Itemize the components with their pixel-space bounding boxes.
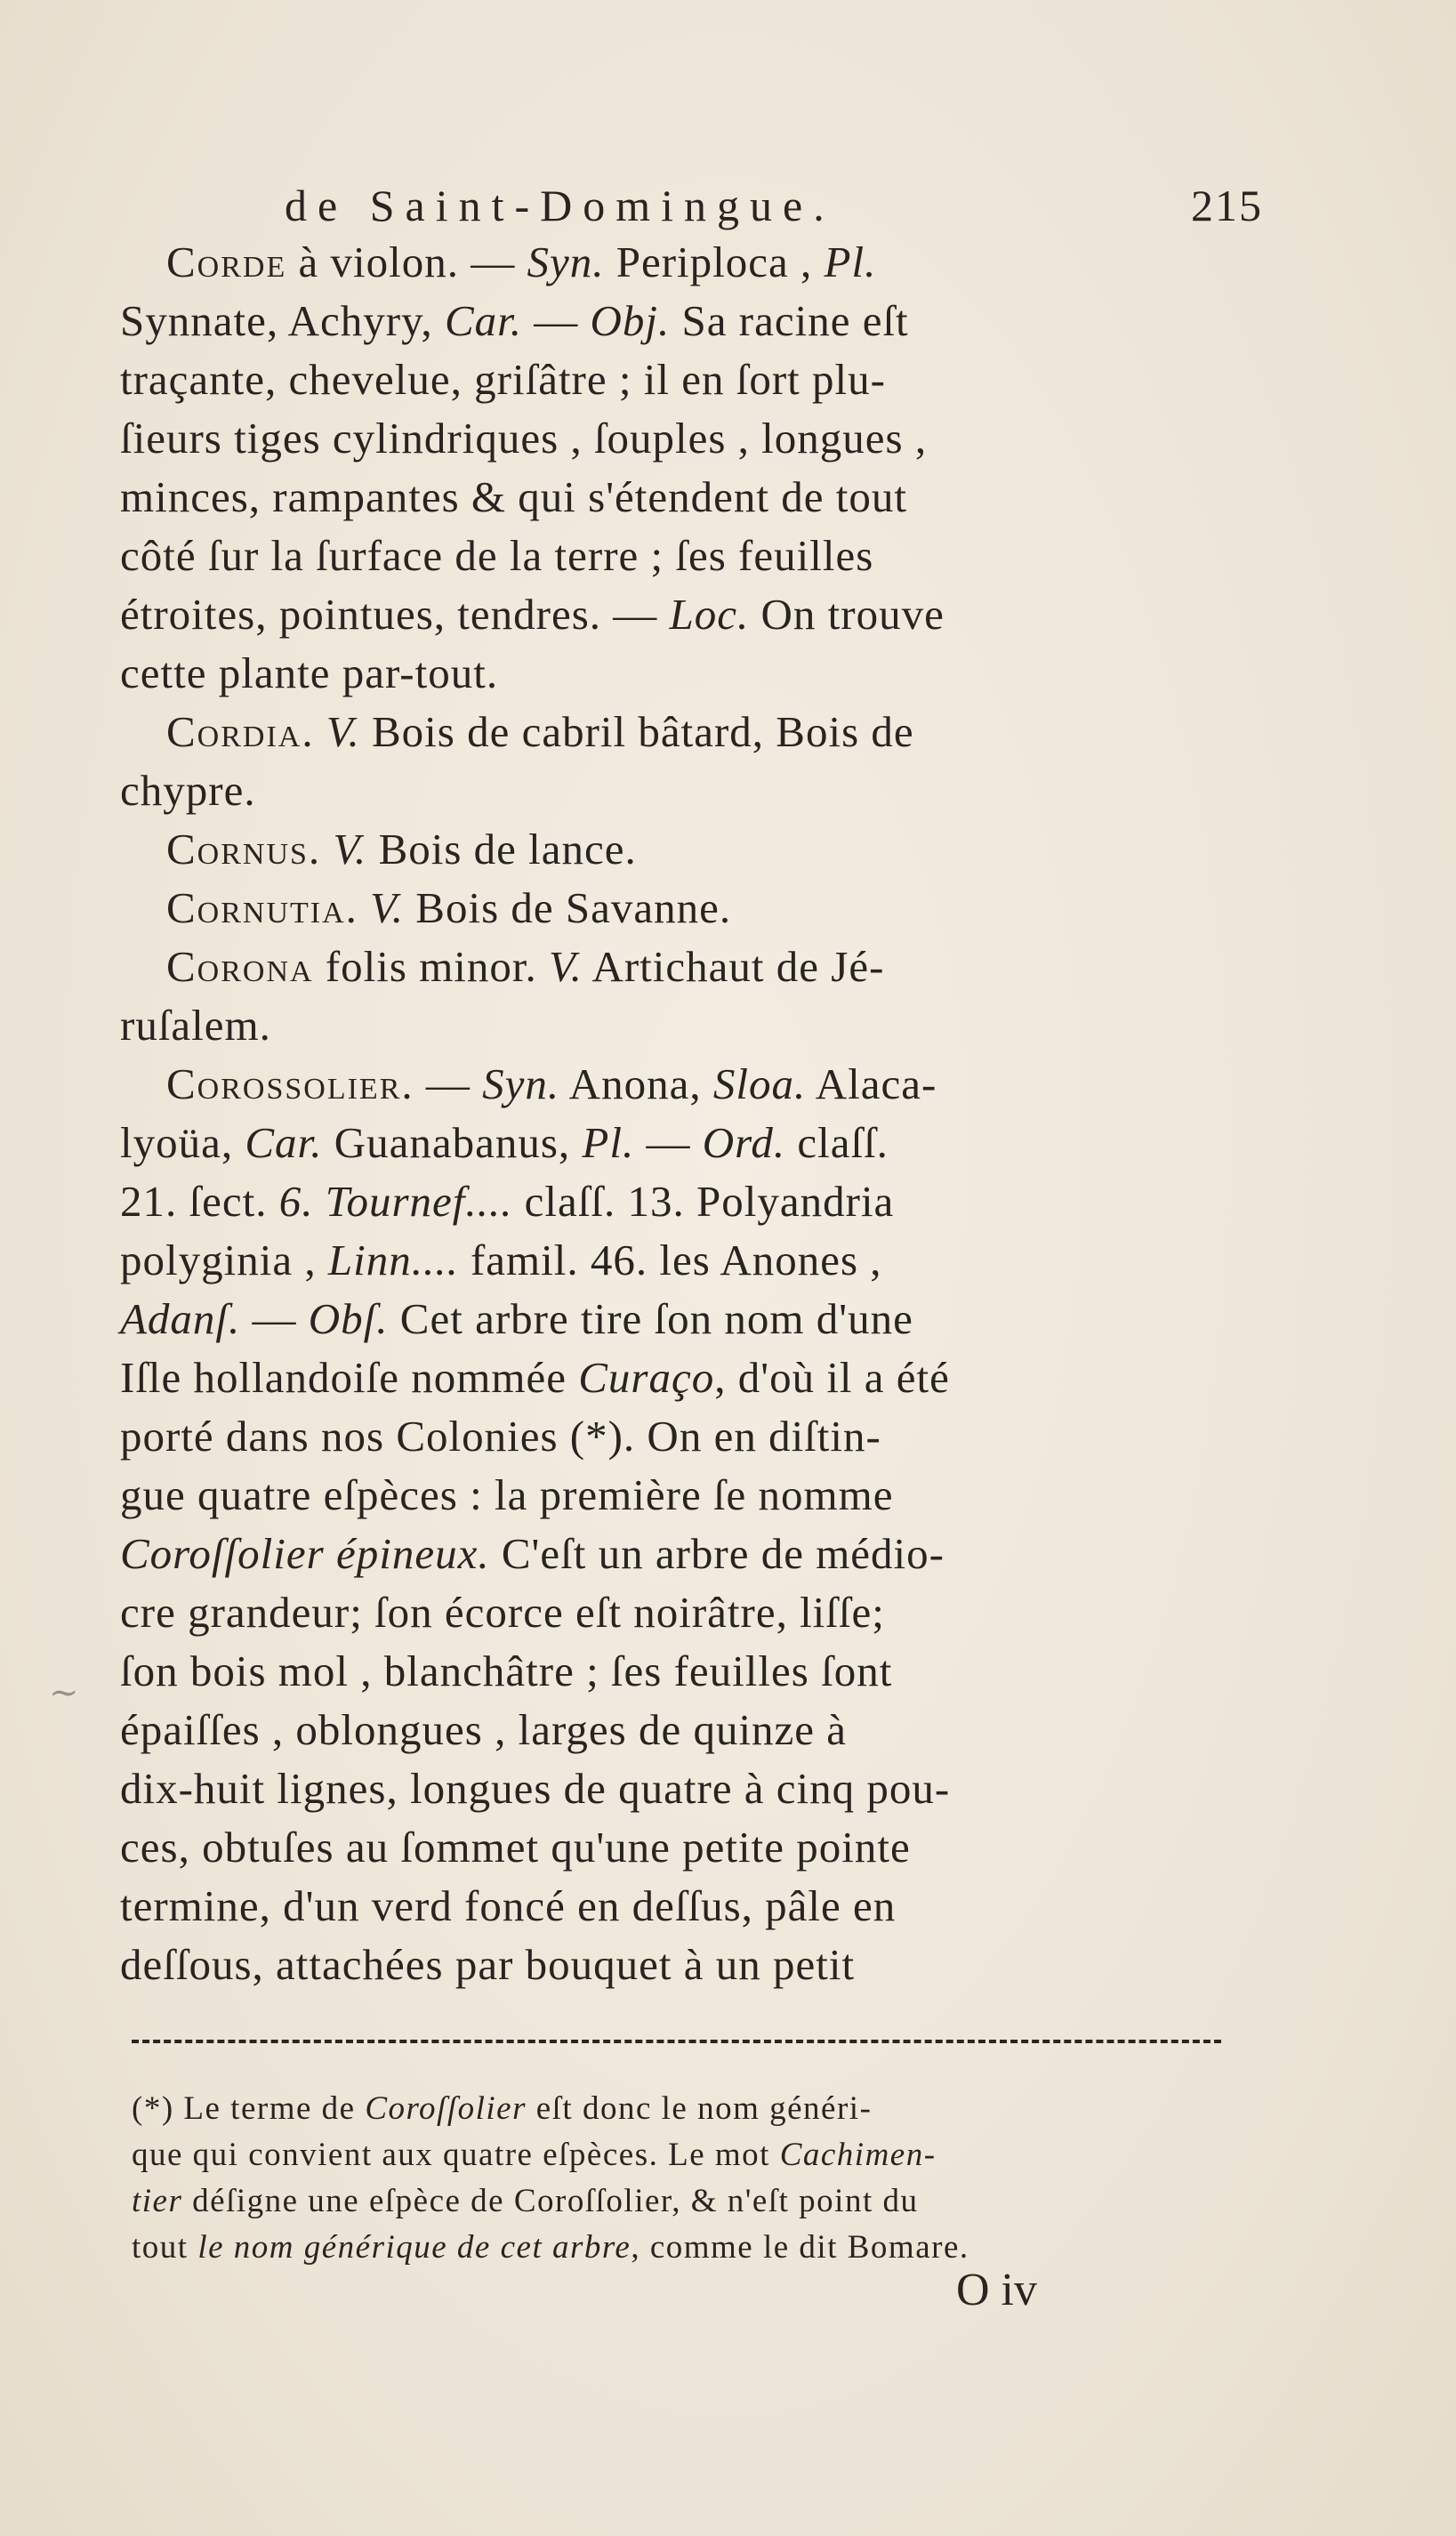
text-run: côté ſur la ſurface de la terre ; ſes feuilles [120, 531, 874, 580]
text-line [120, 233, 1219, 292]
entry-headword: Cordia. [166, 707, 315, 756]
italic-run: Syn. [527, 237, 605, 286]
italic-run: Linn.... [327, 1236, 459, 1284]
text-run: Bois de lance. [366, 825, 637, 874]
text-run: , comme le dit Bomare. [631, 2229, 969, 2266]
text-line [120, 585, 1219, 644]
text-line [120, 292, 1219, 350]
text-line [120, 879, 1219, 938]
text-run: traçante, chevelue, griſâtre ; il en ſort plu- [120, 355, 886, 404]
text-line [120, 1877, 1219, 1936]
italic-run: Ord. [702, 1118, 786, 1167]
text-line [120, 1701, 1219, 1759]
text-run: chypre. [120, 766, 256, 815]
text-run [321, 825, 333, 874]
text-run: Alaca- [806, 1059, 937, 1108]
text-run: claſſ. 13. Polyandria [512, 1177, 895, 1226]
text-run: termine, d'un verd foncé en deſſus, pâle en [120, 1881, 897, 1930]
text-run: ſon bois mol , blanchâtre ; ſes feuilles ſont [120, 1646, 893, 1695]
page-number: 215 [1191, 181, 1263, 230]
text-line [120, 1055, 1219, 1114]
text-run: étroites, pointues, tendres. — [120, 590, 670, 639]
text-line [120, 1936, 1219, 1994]
text-run [358, 883, 370, 932]
entry-headword: Corossolier. [166, 1059, 414, 1108]
text-run: On trouve [749, 590, 945, 639]
italic-run: Coroſſolier épineux. [120, 1529, 490, 1578]
signature-mark: O iv [956, 2265, 1037, 2315]
text-run: Artichaut de Jé- [582, 942, 885, 991]
text-run: Guanabanus, [322, 1118, 583, 1167]
text-run: Bois de Savanne. [404, 883, 732, 932]
italic-run: le nom générique de cet arbre [197, 2229, 631, 2266]
italic-run: Syn. [482, 1059, 560, 1108]
italic-run: Cachimen- [779, 2137, 937, 2173]
italic-run: Coroſſolier [365, 2090, 527, 2127]
text-run: (*) Le terme de [132, 2090, 366, 2127]
footnote-line [132, 2178, 1226, 2225]
text-run: que qui convient aux quatre eſpèces. Le mot [132, 2137, 780, 2173]
text-run: cre grandeur; ſon écorce eſt noirâtre, liſſe; [120, 1588, 885, 1637]
footnote-line [132, 2086, 1226, 2132]
text-run: déſigne une eſpèce de Coroſſolier, & n'eſt point du [182, 2183, 919, 2219]
footnote-line [132, 2225, 1226, 2271]
text-run: ruſalem. [120, 1001, 271, 1050]
text-run: ſieurs tiges cylindriques , ſouples , longues , [120, 414, 928, 463]
text-run [315, 707, 326, 756]
text-line [120, 1114, 1219, 1172]
text-run: tout [132, 2229, 198, 2266]
text-line [120, 938, 1219, 996]
text-line [120, 468, 1219, 527]
text-run: C'eſt un arbre de médio- [489, 1529, 945, 1578]
entry-headword: Cornus. [166, 825, 322, 874]
text-run: eſt donc le nom généri- [526, 2090, 873, 2127]
running-title: de Saint-Domingue. [285, 181, 835, 230]
text-line [120, 1231, 1219, 1290]
entry-headword: Cornutia. [166, 883, 358, 932]
entry-headword: Corona [166, 942, 314, 991]
text-run: Anona, [559, 1059, 713, 1108]
italic-run: V. [549, 942, 583, 991]
text-run: gue quatre eſpèces : la première ſe nomme [120, 1470, 894, 1519]
text-run: Sa racine eſt [670, 296, 909, 345]
italic-run: V. [326, 707, 360, 756]
italic-run: 6. Tournef.... [278, 1177, 513, 1226]
italic-run: Curaço [578, 1353, 715, 1402]
text-run: minces, rampantes & qui s'étendent de tout [120, 472, 907, 521]
main-text [120, 233, 1219, 1994]
text-line [120, 761, 1219, 820]
text-line [120, 409, 1219, 468]
text-line [120, 1642, 1219, 1701]
text-line [120, 1407, 1219, 1466]
italic-run: V. [370, 883, 405, 932]
text-run: cette plante par-tout. [120, 648, 499, 697]
italic-run: Car. [444, 296, 523, 345]
text-run: 21. ſect. [120, 1177, 279, 1226]
text-run: — [522, 296, 591, 345]
text-run: Periploca , [604, 237, 825, 286]
text-line [120, 1349, 1219, 1407]
italic-run: Car. [245, 1118, 323, 1167]
text-run: Cet arbre tire ſon nom d'une [388, 1294, 913, 1343]
italic-run: Sloa. [712, 1059, 807, 1108]
text-run: Iſle hollandoiſe nommée [120, 1353, 579, 1402]
text-line [120, 703, 1219, 761]
text-run: — [414, 1059, 483, 1108]
text-run: porté dans nos Colonies (*). On en diſtin- [120, 1412, 881, 1461]
text-line [120, 1172, 1219, 1231]
text-line [120, 1525, 1219, 1583]
text-line [120, 1583, 1219, 1642]
footnote [132, 2086, 1226, 2271]
running-header [178, 180, 1263, 233]
text-line [120, 350, 1219, 409]
text-line [120, 1290, 1219, 1349]
italic-run: Obj. [590, 296, 671, 345]
text-line [120, 1818, 1219, 1877]
text-run: claſſ. [785, 1118, 889, 1167]
text-line [120, 820, 1219, 879]
text-run: deſſous, attachées par bouquet à un petit [120, 1940, 856, 1989]
footnote-rule [132, 2040, 1221, 2043]
text-line [120, 1466, 1219, 1525]
text-run: polyginia , [120, 1236, 328, 1284]
text-run: folis minor. [313, 942, 550, 991]
text-run: épaiſſes , oblongues , larges de quinze à [120, 1705, 848, 1754]
italic-run: V. [333, 825, 367, 874]
text-run: Bois de cabril bâtard, Bois de [359, 707, 914, 756]
text-run: ces, obtuſes au ſommet qu'une petite pointe [120, 1823, 911, 1872]
text-run: dix-huit lignes, longues de quatre à cinq pou- [120, 1764, 951, 1813]
italic-run: Obſ. [308, 1294, 389, 1343]
text-run: lyoüa, [120, 1118, 245, 1167]
italic-run: Loc. [669, 590, 750, 639]
italic-run: Pl. [582, 1118, 635, 1167]
text-line [120, 1759, 1219, 1818]
footnote-line [132, 2132, 1226, 2178]
text-run: — [634, 1118, 703, 1167]
text-run: à violon. — [286, 237, 527, 286]
margin-mark: ~ [49, 1672, 79, 1713]
text-run: , d'où il a été [714, 1353, 950, 1402]
italic-run: Pl. [824, 237, 877, 286]
text-run: — [240, 1294, 309, 1343]
text-line [120, 527, 1219, 585]
text-run: famil. 46. les Anones , [458, 1236, 882, 1284]
italic-run: Adanſ. [120, 1294, 241, 1343]
entry-headword: Corde [166, 237, 287, 286]
text-run: Synnate, Achyry, [120, 296, 445, 345]
text-line [120, 996, 1219, 1055]
italic-run: tier [132, 2183, 183, 2219]
text-line [120, 644, 1219, 703]
